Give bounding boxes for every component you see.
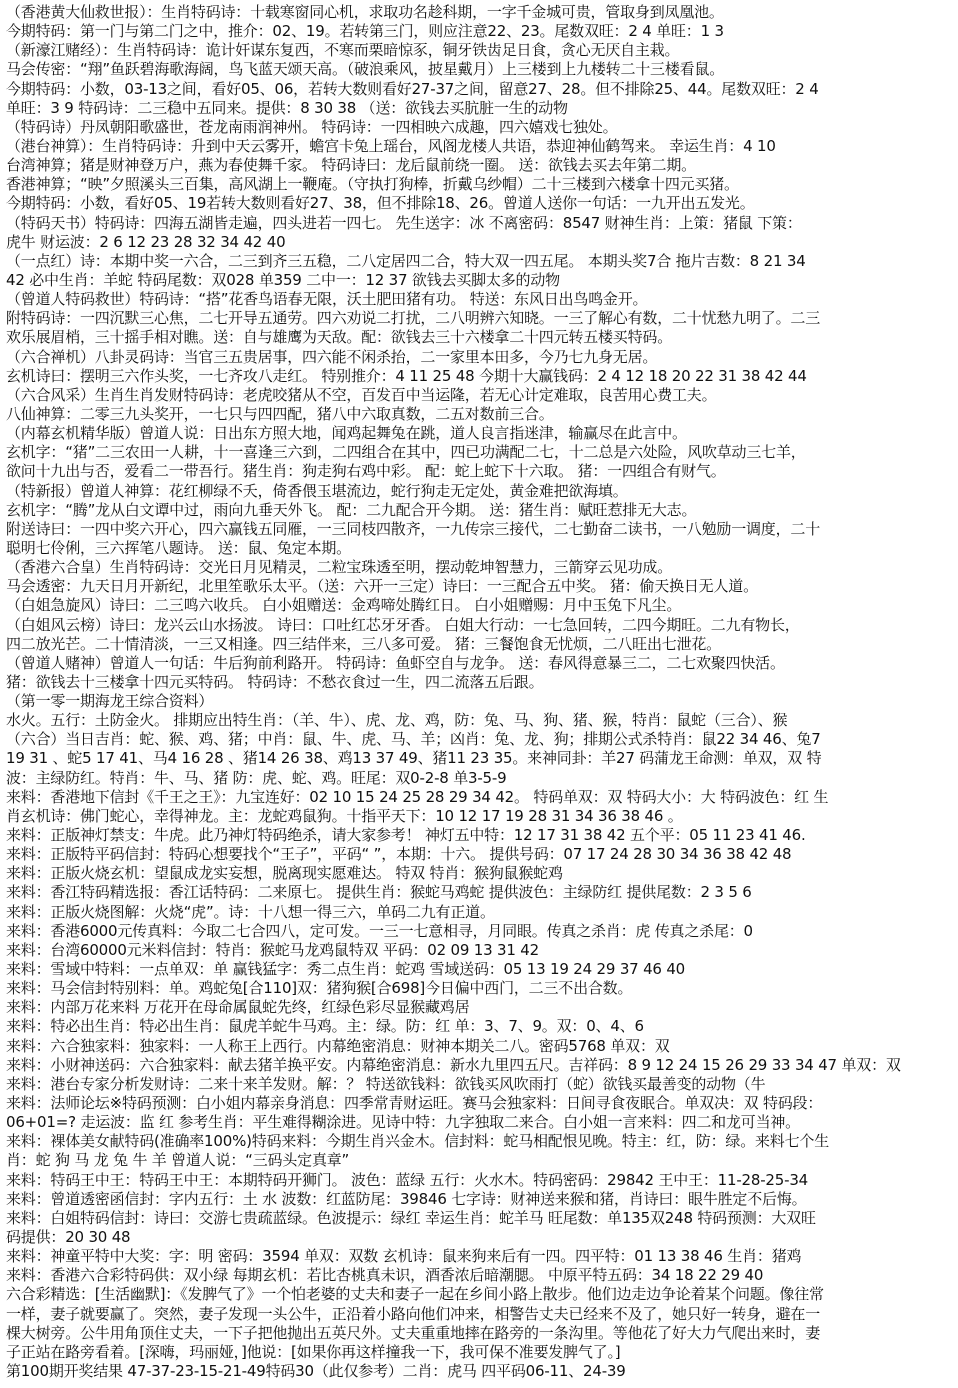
- text-line: 聪明七伶俐，三六挥笔八题诗。 送：鼠、兔定本期。: [6, 538, 351, 557]
- text-line: 波：主绿防红。特肖：牛、马、猪 防：虎、蛇、鸡。旺尾：双0-2-8 单3-5-9: [6, 768, 507, 787]
- text-line: 来料：特码王中王：特码王中王：本期特码开狮门。 波色：蓝绿 五行：火水木。特码密码：29842 王中王：11-28-25-34: [6, 1170, 809, 1189]
- text-line: 来料：特必出生肖：特必出生肖：鼠虎羊蛇牛马鸡。主：绿。防：红 单：3、7、9。双：0、4、6: [6, 1017, 644, 1036]
- text-line: 来料：白姐特码信封：诗曰：交游七贵疏蓝绿。色波提示：绿红 幸运生肖：蛇羊马 旺尾数：单135双248 特码预测：大双旺: [6, 1208, 816, 1227]
- text-line: 四二放光芒。二十情清淡，一三又相逢。四三结伴来，三八多可爱。 猪：三餐饱食无忧烦，二八旺出七泄花。: [6, 634, 721, 653]
- text-line: （第一零一期海龙王综合资料）: [6, 692, 214, 711]
- text-line: 玄机字：“猪”二三农田一人耕，十一喜逢三六到，二四组合在其中，四已功满配二七，十二总是六处险，风吹草动三七羊，: [6, 443, 806, 462]
- text-line: （曾道人赌神）曾道人一句话：牛后狗前利路开。 特码诗：鱼虾空自与龙争。 送：春风得意暴三二，二七欢聚四快活。: [6, 653, 785, 672]
- text-line: 马会传密：“翔”鱼跃碧海歌海阔，鸟飞蓝天颂天高。（破浪乘风，披星戴月）上三楼到上九楼转二十三楼看鼠。: [6, 60, 725, 79]
- text-line: 06+01=? 走运波：监 红 参考生肖：平生难得糊涂进。见诗中特：九字独取二来合。白小姐一言来料：四二和龙可当神。: [6, 1113, 800, 1132]
- text-line: 来料：法师论坛※特码预测：白小姐内幕亲身消息：四季常青财运旺。赛马会独家料：日间寻食夜眠合。单双决：双 特码段：: [6, 1094, 823, 1113]
- text-line: 今期特码：小数，03-13之间，看好05、06，若转大数则看好27-37之间，留意27、28。但不排除25、44。尾数双旺：2 4: [6, 79, 819, 98]
- text-line: 19 31 、蛇5 17 41、马4 16 28 、猪14 26 38、鸡13 37 49、猪11 23 35。来神同卦：羊27 码蒲龙王命测：单双，双 特: [6, 749, 822, 768]
- text-line: 肖：蛇 狗 马 龙 兔 牛 羊 曾道人说：“三码头定真章”: [6, 1151, 350, 1170]
- text-line: （内幕玄机精华版）曾道人说：日出东方照大地，闻鸡起舞兔在跳，道人良言指迷津，输赢尽在此言中。: [6, 424, 687, 443]
- text-line: 子正站在路旁看着。[深嗨，玛丽娅，]他说：[如果你再这样撞我一下，我可保不准要发脾气了。]: [6, 1342, 621, 1361]
- text-line: 码提供：20 30 48: [6, 1228, 131, 1246]
- text-line: 来料：正版特平码信封：特码心想要找个“王子”，平码“ ”，本期：十六。 提供号码：07 17 24 28 30 34 36 38 42 48: [6, 845, 792, 864]
- text-line: （六合禅机）八卦灵码诗：当官三五贵居事，四六能不闲杀抬，二一家里本田多，今乃七九身无居。: [6, 347, 658, 366]
- text-line: 马会透密：九天日月开新纪，北里笙歌乐太平。（送：六开一三定）诗曰：一三配合五中奖。 猪：偷天换日无人道。: [6, 577, 758, 596]
- text-line: 香港神算；“映”夕照溪头三百集，高风湖上一鞭庵。（守执打狗棒，折戴乌纱帽）二十三楼到六楼拿十四元买猪。: [6, 175, 739, 194]
- text-line: 来料：六合独家料：独家料：一人称王上西行。内幕绝密消息：财神本期关二八。密码5768 单双：双: [6, 1036, 670, 1055]
- text-line: 来料：裸体美女献特码(准确率100%)特码来料：今期生肖兴金木。信封料：蛇马相配恨见晚。特主：红，防：绿。来料七个生: [6, 1132, 829, 1151]
- text-line: 今期特码：第一门与第二门之中，推介：02、19。若转第三门，则应注意22、23。尾数双旺：2 4 单旺：1 3: [6, 22, 724, 41]
- text-line: 来料：香港6000元传真料：今取二七合四八，定可发。一三一七意相寻，月同眼。传真之杀肖：虎 传真之杀尾：0: [6, 921, 753, 940]
- text-line: 单旺：3 9 特码诗：二三稳中五同来。提供：8 30 38 （送：欲钱去买肮脏一生的动物: [6, 98, 568, 117]
- text-line: 来料：台湾60000元米料信封：特肖：猴蛇马龙鸡鼠特双 平码：02 09 13 31 42: [6, 940, 539, 959]
- text-line: 附送诗曰：一四中奖六开心，四六赢钱五同雁，一三同枝四散齐，一九传宗三接代，二七勤奋二读书，一八勉励一调度，二十: [6, 519, 821, 538]
- text-line: （新濠江赌经）：生肖特码诗：诡计奸谋东复西，不寒而栗暗惊豕，铜牙铁齿足日食，贪心无厌自主栽。: [6, 41, 680, 60]
- text-line: 玄机诗曰：摆明三六作头奖，一七齐攻八走红。 特别推介：4 11 25 48 今期十大赢钱码：2 4 12 18 20 22 31 38 42 44: [6, 366, 807, 385]
- text-line: 42 必中生肖：羊蛇 特码尾数：双028 单359 二中一：12 37 欲钱去买脚太多的动物: [6, 270, 560, 289]
- text-line: 水火。五行：土防金火。 排期应出特生肖：（羊、牛）、虎、龙、鸡，防：兔、马、狗、猪、猴，特肖：鼠蛇（三合）、猴: [6, 711, 788, 730]
- text-line: 来料：马会信封特别料：单。鸡蛇兔[合110]双：猪狗猴[合698]今日偏中西门，二三不出合数。: [6, 979, 633, 998]
- text-line: （香港黄大仙救世报）：生肖特码诗：十载寒窗同心机，求取功名趁科期，一字千金城可贵，管取身到凤凰池。: [6, 3, 724, 21]
- text-line: 来料：香港地下信封《千王之王》：九宝连好：02 10 15 24 25 28 29 34 42。 特码单双：双 特码大小：大 特码波色：红 生: [6, 787, 829, 806]
- text-line: 来料：内部万花来料 万花开在母命属鼠蛇先终，红绿色彩尽显猴藏鸡居: [6, 998, 470, 1017]
- text-line: 棵大树旁。公牛用角顶住丈夫，一下子把他抛出五英尺外。丈夫重重地摔在路旁的一条沟里。等他花了好大力气爬出来时，妻: [6, 1323, 821, 1342]
- text-line: 来料：港台专家分析发财诗：二来十来羊发财。解：？ 特送欲钱料：欲钱买风吹雨打（蛇）欲钱买最善变的动物（牛: [6, 1074, 766, 1093]
- text-line: （特新报）曾道人神算：花红柳绿不夭，倚香偎玉堪流边，蛇行狗走无定处，黄金难把欲海填。: [6, 481, 628, 500]
- text-line: 欢乐展眉梢，三十摇手相对瞧。送：自与雄鹰为天敌。配：欲钱去三十六楼拿二十四元转五楼买特码。: [6, 328, 673, 347]
- text-line: 来料：香江特码精选报：香江话特码：二来原七。 提供生肖：猴蛇马鸡蛇 提供波色：主绿防红 提供尾数：2 3 5 6: [6, 883, 752, 902]
- text-line: 来料：正版火烧玄机：望鼠成龙实妄想，脱离现实愿难达。 特双 特肖：猴狗鼠猴蛇鸡: [6, 864, 563, 883]
- text-line: 今期特码：小数，看好05、19若转大数则看好27、38，但不排除18、26。曾道人送你一句话：一九开出五发光。: [6, 194, 755, 213]
- text-line: 来料：正版火烧图解：火烧“虎”。诗：十八想一得三六，单码二九有正道。: [6, 902, 495, 921]
- text-line: 来料：小财神送码：六合独家料：献去猪羊换平安。内幕绝密消息：新水九里四五尺。吉祥码：8 9 12 24 15 26 29 33 34 47 单双：双: [6, 1055, 901, 1074]
- text-line: 欲问十九出与否，爱看二一带吾行。猪生肖：狗走狗右鸡中彩。 配：蛇上蛇下十六取。 猪：一四组合有财气。: [6, 462, 726, 481]
- text-line: （六合）当日吉肖：蛇、猴、鸡、猪；中肖：鼠、牛、虎、马、羊；凶肖：兔、龙、狗；排期公式杀特肖：鼠22 34 46、兔7: [6, 730, 821, 749]
- text-line: （港台神算）：生肖特码诗：升到中天云雾开，蟾宫卡兔上瑶台，风阁龙楼人共语，恭迎神仙鹤驾来。 幸运生肖：4 10: [6, 136, 776, 155]
- text-line: （白姐风云榜）诗曰：龙兴云山水扬波。 诗曰：口吐红芯牙牙香。 白姐大行动：一七急回转，二四今期旺。二九有物长，: [6, 615, 800, 634]
- text-line: 一样，妻子就要赢了。突然，妻子发现一头公牛，正沿着小路向他们冲来，相警告丈夫已经来不及了，她只好一转身，避在一: [6, 1304, 821, 1323]
- text-line: 台湾神算；猪是财神登万户，燕为春使舞千家。 特码诗曰：龙后鼠前绕一圈。 送：欲钱去买去年第二期。: [6, 156, 696, 175]
- text-line: 第100期开奖结果 47-37-23-15-21-49特码30（此仅参考）二肖：虎马 四平码06-11、24-39: [6, 1361, 626, 1380]
- text-line: 八仙神算：二零三九头奖开，一七只与四四配，猪八中六取真数，二五对数前三合。: [6, 404, 554, 423]
- text-line: 附特码诗：一四沉默三心焦，二七开导五通劳。四六劝说二打扰，二八明辨六知晓。一三了解心有数，二十忧愁九明了。二三: [6, 309, 821, 328]
- text-line: （一点红）诗：本期中奖一六合，二三到齐三五稳，二八定居四二合，特大双一四五尾。 本期头奖7合 拖片吉数：8 21 34: [6, 251, 806, 270]
- text-line: （特码天书）特码诗：四海五湖皆走遍，四头进若一四七。 先生送字：冰 不离密码：8547 财神生肖：上策：猪鼠 下策：: [6, 213, 802, 232]
- text-line: 玄机字：“腾”龙从白文谭中过，雨向九垂天外飞。 配：二九配合开今期。 送：猪生肖：赋旺惹排无大志。: [6, 500, 697, 519]
- text-line: 虎牛 财运波：2 6 12 23 28 32 34 42 40: [6, 232, 286, 251]
- text-line: 来料：正版神灯禁支：牛虎。此乃神灯特码绝杀，请大家参考！ 神灯五中特：12 17 31 38 42 五个平：05 11 23 41 46.: [6, 826, 806, 845]
- text-line: 六合彩精选：[生活幽默]：《发脾气了》一个怕老婆的丈夫和妻子一起在乡间小路上散步。他们边走边争论着某个问题。像往常: [6, 1285, 824, 1304]
- text-line: （六合风采）生肖生肖发财特码诗：老虎咬猪从不空，百发百中当运隆，若无心计定难取，良苦用心费工夫。: [6, 385, 717, 404]
- text-line: （曾道人特码救世）特码诗：“搭”花香鸟语春无限，沃土肥田猪有功。 特送：东风日出鸟鸣金开。: [6, 290, 648, 309]
- text-line: 来料：雪域中特料：一点单双：单 赢钱猛字：秀二点生肖：蛇鸡 雪域送码：05 13 19 24 29 37 46 40: [6, 960, 686, 979]
- text-line: （香港六合皇）生肖特码诗：交光日月见精灵，二粒宝珠透至明，摆动乾坤智慧力，三箭穿云见功成。: [6, 558, 673, 577]
- text-line: 肖玄机诗：佛门蛇心，幸得神龙。主：龙蛇鸡鼠狗。十指平天下：10 12 17 19 28 31 34 36 38 46 。: [6, 806, 683, 825]
- text-line: 来料：香港六合彩特码供：双小绿 每期玄机：若比杏桃真未识，酒香浓后暗潮腮。 中原平特五码：34 18 22 29 40: [6, 1266, 764, 1285]
- text-line: （白姐急旋风）诗曰：二三鸣六收兵。 白小姐赠送：金鸡啼处腾红日。 白小姐赠赐：月中玉兔下凡尘。: [6, 596, 682, 615]
- text-line: 来料：曾道透密函信封：字内五行：土 水 波数：红蓝防尾：39846 七字诗：财神送来猴和猪，肖诗曰：眼牛胜定不后悔。: [6, 1189, 807, 1208]
- text-line: 猪：欲钱去十三楼拿十四元买特码。 特码诗：不愁衣食过一生，四二流落五后跟。: [6, 672, 544, 691]
- text-line: （特码诗）丹凤朝阳歌盛世，苍龙南雨润神州。 特码诗：一四相映六成趣，四六嬉戏七独处。: [6, 117, 618, 136]
- text-line: 来料：神童平特中大奖：字：明 密码：3594 单双：双数 玄机诗：鼠来狗来后有一四。四平特：01 13 38 46 生肖：猪鸡: [6, 1247, 802, 1266]
